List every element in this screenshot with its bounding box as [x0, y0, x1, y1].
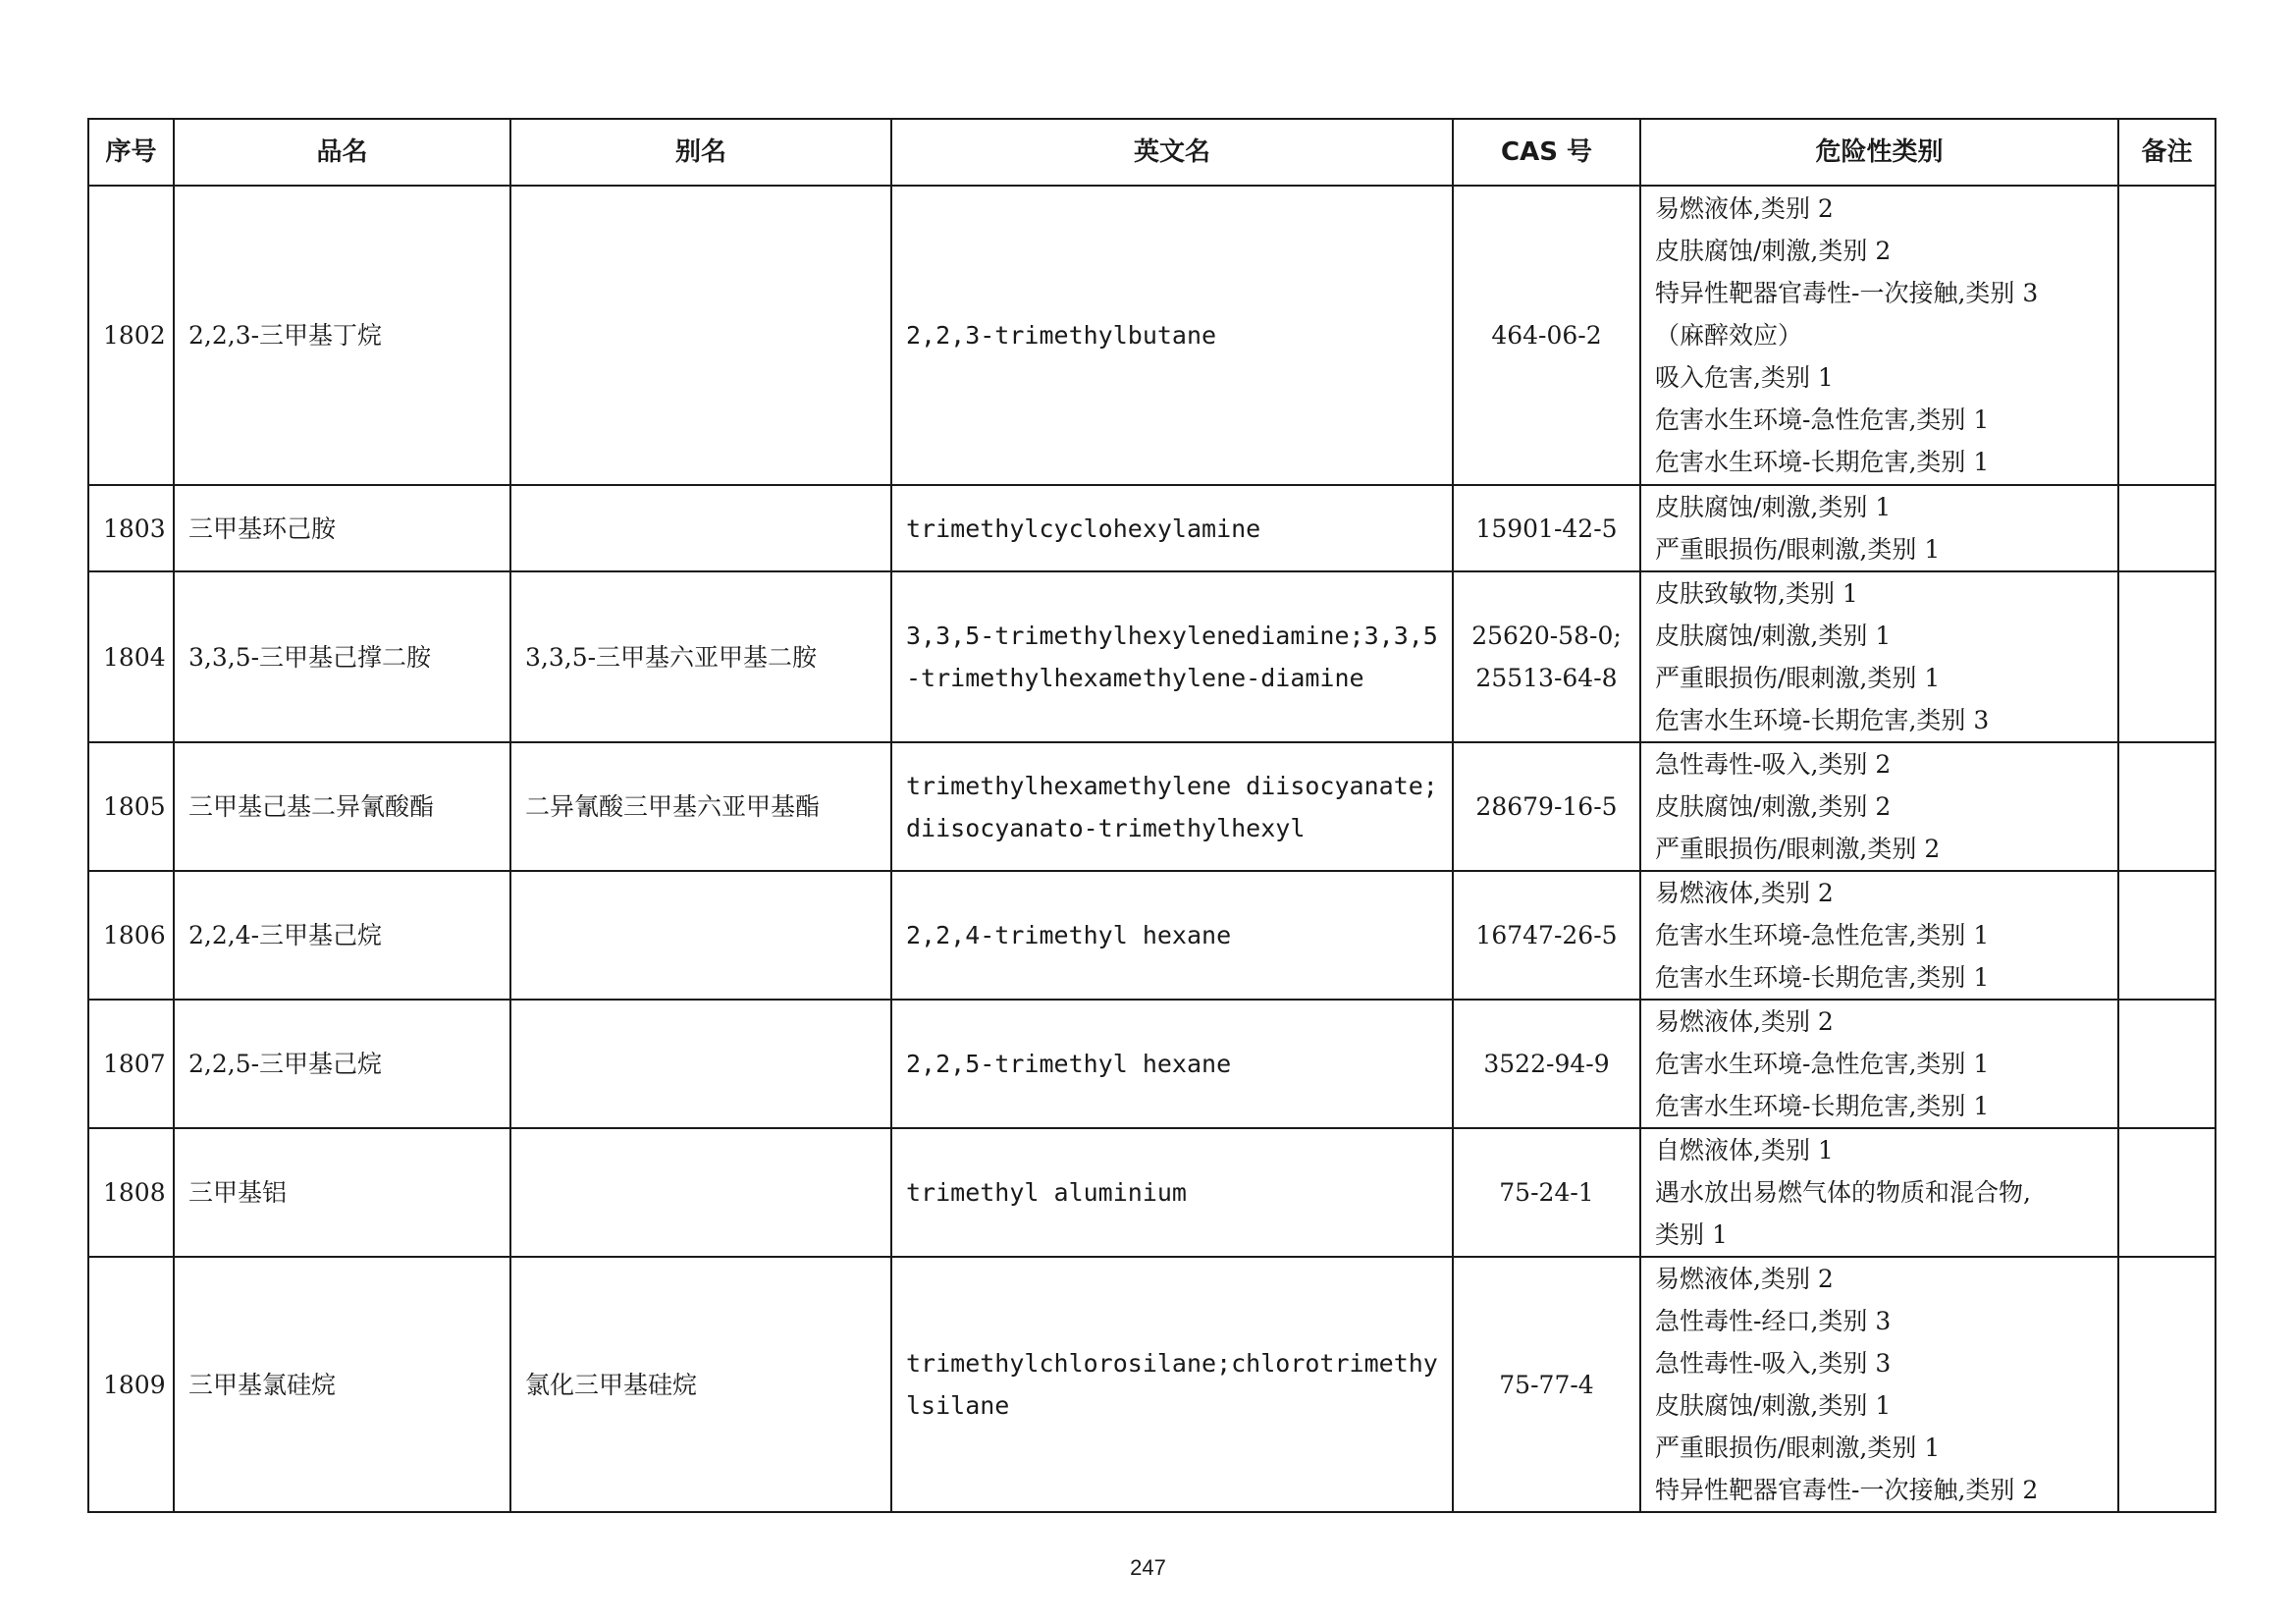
note [2118, 1128, 2216, 1257]
hazard-class-line: 皮肤腐蚀/刺激,类别 1 [1655, 1391, 1892, 1420]
hazard-class-line: 吸入危害,类别 1 [1655, 363, 1834, 392]
hazard-class-line: 易燃液体,类别 2 [1655, 879, 1834, 907]
hazard-class-line: 危害水生环境-急性危害,类别 1 [1655, 1050, 1990, 1078]
cas-number-line: 28679-16-5 [1475, 792, 1618, 821]
english-name: trimethylhexamethylene diisocyanate;diisocyanato-trimethylhexyl [891, 742, 1453, 871]
hazard-class-line: 严重眼损伤/眼刺激,类别 1 [1655, 1434, 1941, 1462]
hazard-class-line: 严重眼损伤/眼刺激,类别 2 [1655, 835, 1941, 863]
row-number: 1803 [88, 485, 174, 571]
cas-number-line: 464-06-2 [1491, 321, 1602, 350]
hazard-classes [1640, 742, 2118, 871]
chemical-alias [510, 485, 891, 571]
hazard-class-line: 危害水生环境-急性危害,类别 1 [1655, 406, 1990, 434]
cas-number [1453, 1000, 1640, 1128]
cas-number [1453, 1128, 1640, 1257]
hazard-class-line: 遇水放出易燃气体的物质和混合物, [1655, 1178, 2031, 1207]
cas-number-line: 15901-42-5 [1475, 514, 1618, 543]
hazard-class-line: 危害水生环境-长期危害,类别 1 [1655, 963, 1990, 992]
row-number: 1806 [88, 871, 174, 1000]
chemical-alias [510, 1000, 891, 1128]
table-row [88, 1257, 2216, 1512]
page-number: 247 [1130, 1555, 1166, 1580]
hazard-classes [1640, 871, 2118, 1000]
english-name: trimethyl aluminium [891, 1128, 1453, 1257]
table-row [88, 485, 2216, 571]
note [2118, 186, 2216, 485]
chemical-alias: 二异氰酸三甲基六亚甲基酯 [510, 742, 891, 871]
hazard-class-line: 皮肤腐蚀/刺激,类别 2 [1655, 237, 1892, 265]
chemical-name: 三甲基己基二异氰酸酯 [174, 742, 510, 871]
english-name: trimethylchlorosilane;chlorotrimethylsilane [891, 1257, 1453, 1512]
hazard-classes [1640, 1000, 2118, 1128]
chemical-alias [510, 871, 891, 1000]
hazard-class-line: 急性毒性-吸入,类别 3 [1655, 1349, 1892, 1378]
hazard-class-line: 皮肤腐蚀/刺激,类别 2 [1655, 792, 1892, 821]
hazard-class-line: （麻醉效应） [1655, 321, 1803, 350]
chemical-alias [510, 1128, 891, 1257]
cas-number-line: 25620-58-0; [1471, 622, 1622, 650]
hazard-class-line: 皮肤腐蚀/刺激,类别 1 [1655, 493, 1892, 521]
hazard-class-line: 急性毒性-吸入,类别 2 [1655, 750, 1892, 779]
cas-number-line: 16747-26-5 [1475, 921, 1618, 949]
note [2118, 485, 2216, 571]
hazard-class-line: 皮肤致敏物,类别 1 [1655, 579, 1858, 608]
hazard-classes [1640, 186, 2118, 485]
table-row [88, 571, 2216, 742]
row-number: 1804 [88, 571, 174, 742]
hazard-class-line: 特异性靶器官毒性-一次接触,类别 3 [1655, 279, 2039, 307]
hazard-class-line: 危害水生环境-长期危害,类别 3 [1655, 706, 1990, 734]
note [2118, 1000, 2216, 1128]
cas-number [1453, 742, 1640, 871]
cas-number [1453, 571, 1640, 742]
chemical-alias: 氯化三甲基硅烷 [510, 1257, 891, 1512]
chemical-alias: 3,3,5-三甲基六亚甲基二胺 [510, 571, 891, 742]
table-row [88, 186, 2216, 485]
cas-number-line: 25513-64-8 [1475, 664, 1618, 692]
chemical-name: 2,2,3-三甲基丁烷 [174, 186, 510, 485]
header-no: 序号 [88, 119, 174, 186]
chemical-name: 三甲基氯硅烷 [174, 1257, 510, 1512]
header-note: 备注 [2118, 119, 2216, 186]
english-name: trimethylcyclohexylamine [891, 485, 1453, 571]
cas-number-line: 3522-94-9 [1483, 1050, 1610, 1078]
cas-number [1453, 485, 1640, 571]
header-name: 品名 [174, 119, 510, 186]
note [2118, 871, 2216, 1000]
hazard-classes [1640, 1128, 2118, 1257]
header-cas: CAS 号 [1453, 119, 1640, 186]
chemical-name: 2,2,5-三甲基己烷 [174, 1000, 510, 1128]
hazard-classes [1640, 485, 2118, 571]
chemical-name: 2,2,4-三甲基己烷 [174, 871, 510, 1000]
english-name: 2,2,5-trimethyl hexane [891, 1000, 1453, 1128]
cas-number [1453, 871, 1640, 1000]
header-hazard-class: 危险性类别 [1640, 119, 2118, 186]
hazard-class-line: 类别 1 [1655, 1220, 1728, 1249]
note [2118, 571, 2216, 742]
cas-number [1453, 186, 1640, 485]
table-row [88, 1128, 2216, 1257]
row-number: 1809 [88, 1257, 174, 1512]
hazard-class-line: 易燃液体,类别 2 [1655, 1265, 1834, 1293]
row-number: 1808 [88, 1128, 174, 1257]
hazard-class-line: 严重眼损伤/眼刺激,类别 1 [1655, 535, 1941, 564]
hazard-class-line: 急性毒性-经口,类别 3 [1655, 1307, 1892, 1335]
table-row [88, 742, 2216, 871]
row-number: 1802 [88, 186, 174, 485]
row-number: 1805 [88, 742, 174, 871]
hazard-class-line: 严重眼损伤/眼刺激,类别 1 [1655, 664, 1941, 692]
note [2118, 742, 2216, 871]
chemical-name: 3,3,5-三甲基己撑二胺 [174, 571, 510, 742]
row-number: 1807 [88, 1000, 174, 1128]
hazard-class-line: 危害水生环境-长期危害,类别 1 [1655, 448, 1990, 476]
header-english-name: 英文名 [891, 119, 1453, 186]
hazard-classes [1640, 571, 2118, 742]
english-name: 2,2,3-trimethylbutane [891, 186, 1453, 485]
header-alias: 别名 [510, 119, 891, 186]
english-name: 3,3,5-trimethylhexylenediamine;3,3,5-trimethylhexamethylene-diamine [891, 571, 1453, 742]
hazard-class-line: 自燃液体,类别 1 [1655, 1136, 1834, 1164]
cas-number-line: 75-77-4 [1499, 1370, 1594, 1399]
table-row [88, 871, 2216, 1000]
cas-number [1453, 1257, 1640, 1512]
cas-number-line: 75-24-1 [1499, 1178, 1594, 1207]
hazard-class-line: 危害水生环境-长期危害,类别 1 [1655, 1092, 1990, 1120]
table-row [88, 1000, 2216, 1128]
table-body [88, 186, 2216, 1512]
chemical-name: 三甲基铝 [174, 1128, 510, 1257]
hazard-class-line: 特异性靶器官毒性-一次接触,类别 2 [1655, 1476, 2039, 1504]
hazard-class-line: 危害水生环境-急性危害,类别 1 [1655, 921, 1990, 949]
chemical-alias [510, 186, 891, 485]
english-name: 2,2,4-trimethyl hexane [891, 871, 1453, 1000]
hazard-class-line: 易燃液体,类别 2 [1655, 194, 1834, 223]
note [2118, 1257, 2216, 1512]
hazard-classes [1640, 1257, 2118, 1512]
hazardous-chemicals-table [87, 118, 2216, 1513]
table-header-row [88, 119, 2216, 186]
hazard-class-line: 皮肤腐蚀/刺激,类别 1 [1655, 622, 1892, 650]
chemical-name: 三甲基环己胺 [174, 485, 510, 571]
hazard-class-line: 易燃液体,类别 2 [1655, 1007, 1834, 1036]
